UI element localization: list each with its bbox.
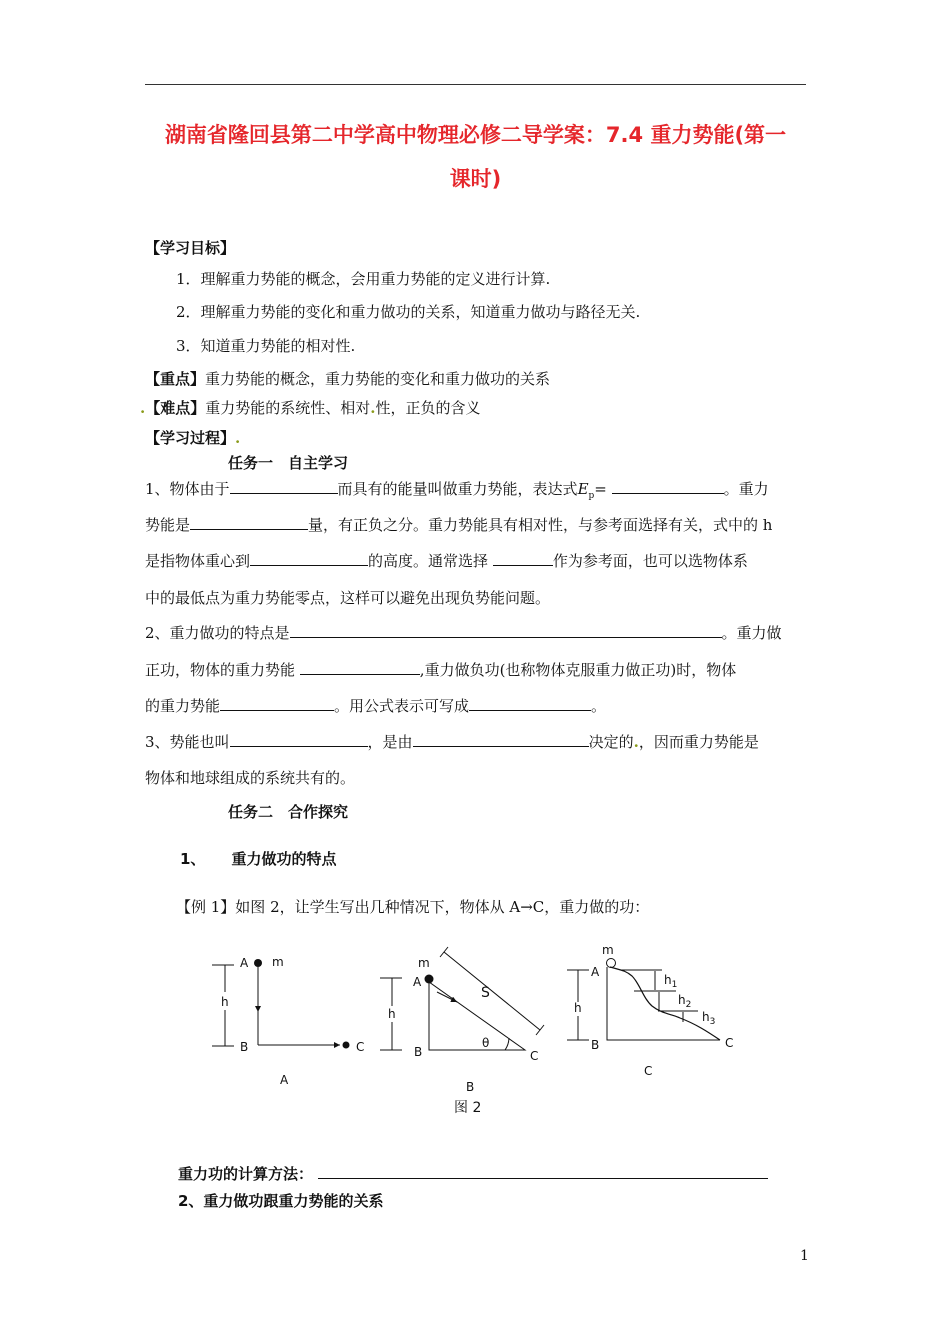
q2-text: ,重力做负功(也称物体克服重力做正功)时，物体 <box>419 661 737 679</box>
q1-line4: 中的最低点为重力势能零点，这样可以避免出现负势能问题。 <box>145 589 551 607</box>
q1-text: 作为参考面，也可以选物体系 <box>552 552 748 570</box>
header-rule <box>145 84 806 85</box>
panel-a-point-b: B <box>240 1040 249 1054</box>
answer-blank[interactable] <box>469 696 591 711</box>
key-point-label: 【重点】 <box>145 370 206 388</box>
objective-item-2: 2．理解重力势能的变化和重力做功的关系，知道重力做功与路径无关. <box>176 303 641 321</box>
objective-item-1: 1．理解重力势能的概念，会用重力势能的定义进行计算. <box>176 270 551 288</box>
calc-method-label: 重力功的计算方法： <box>178 1165 314 1183</box>
answer-blank[interactable] <box>230 732 368 747</box>
process-heading: 【学习过程】 <box>145 429 236 447</box>
bullet-dot: . <box>370 399 376 417</box>
panel-c-h2-label: $h_2$ <box>678 993 692 1010</box>
answer-blank[interactable] <box>190 515 308 530</box>
q3-text: 决定的 <box>588 733 634 751</box>
sub1-heading <box>180 848 336 870</box>
panel-b-mass: m <box>418 956 430 970</box>
panel-c-h1-label: $h_1$ <box>664 973 678 990</box>
q3-text: ，是由 <box>367 733 413 751</box>
panel-b-point-b: B <box>414 1045 423 1059</box>
answer-blank[interactable] <box>250 551 368 566</box>
q2-line3 <box>145 695 606 717</box>
q1-text: 的高度。通常选择 <box>368 552 489 570</box>
panel-b-length-label: S <box>481 985 490 1001</box>
q3-line1 <box>145 731 759 753</box>
key-point-text: 重力势能的概念，重力势能的变化和重力做功的关系 <box>205 370 551 388</box>
answer-blank[interactable] <box>612 479 724 494</box>
page-title-line2: 课时) <box>449 167 502 191</box>
answer-blank[interactable] <box>300 660 420 675</box>
panel-a-height-label: h <box>221 995 229 1009</box>
q1-text: 量，有正负之分。重力势能具有相对性，与参考面选择有关，式中的 h <box>308 516 773 534</box>
panel-b-height-label: h <box>388 1007 396 1021</box>
q1-text: 。重力 <box>723 480 769 498</box>
sub1-title: 重力做功的特点 <box>231 850 337 868</box>
figure-2 <box>200 940 760 1130</box>
answer-blank[interactable] <box>493 551 553 566</box>
end-point <box>343 1042 350 1049</box>
panel-c-point-a: A <box>591 965 600 979</box>
q3-text: ，因而重力势能是 <box>638 733 759 751</box>
answer-blank[interactable] <box>318 1164 768 1179</box>
q1-text: 而具有的能量叫做重力势能，表达式 <box>337 480 578 498</box>
q1-text: 势能是 <box>145 516 191 534</box>
q1-text: 是指物体重心到 <box>145 552 251 570</box>
q1-line2 <box>145 514 772 536</box>
formula-sub: p <box>588 491 595 501</box>
difficulty-text-b: 性，正负的含义 <box>375 399 481 417</box>
task2-heading: 任务二 合作探究 <box>228 803 349 821</box>
page-title-line1: 湖南省隆回县第二中学高中物理必修二导学案：7.4 重力势能(第一 <box>164 123 787 147</box>
q2-text: 。用公式表示可写成 <box>334 697 470 715</box>
q3-text: 3、势能也叫 <box>145 733 230 751</box>
panel-c-height-label: h <box>574 1001 582 1015</box>
q2-text: 。重力做 <box>721 624 782 642</box>
q2-text: 正功，物体的重力势能 <box>145 661 296 679</box>
figure-panel-c <box>567 943 733 1078</box>
formula-eq: = <box>594 480 607 498</box>
q2-line1 <box>145 622 782 644</box>
formula-var: E <box>577 480 589 498</box>
difficulty <box>140 397 481 419</box>
panel-c-h3-label: $h_3$ <box>702 1010 716 1027</box>
figure-panel-b <box>380 947 544 1094</box>
panel-c-label: C <box>644 1064 653 1078</box>
panel-b-label: B <box>466 1080 475 1094</box>
panel-a-point-a: A <box>240 956 249 970</box>
sub1-number: 1、 <box>180 850 206 868</box>
task1-heading: 任务一 自主学习 <box>228 454 349 472</box>
answer-blank[interactable] <box>290 623 722 638</box>
panel-a-point-c: C <box>356 1040 365 1054</box>
objective-item-3: 3．知道重力势能的相对性. <box>176 337 356 355</box>
q1-text: 1、物体由于 <box>145 480 230 498</box>
mass-ball <box>254 959 262 967</box>
q1-line3 <box>145 550 748 572</box>
panel-a-label: A <box>280 1073 289 1087</box>
page-number: 1 <box>800 1248 809 1264</box>
calc-method <box>178 1163 768 1185</box>
panel-b-point-c: C <box>530 1049 539 1063</box>
answer-blank[interactable] <box>230 479 338 494</box>
panel-b-point-a: A <box>413 975 422 989</box>
difficulty-text-a: 重力势能的系统性、相对 <box>205 399 371 417</box>
q2-text: 2、重力做功的特点是 <box>145 624 290 642</box>
key-point <box>145 368 550 390</box>
bullet-dot: . <box>140 399 146 417</box>
example-1: 【例 1】如图 2，让学生写出几种情况下，物体从 A→C，重力做的功： <box>176 898 650 916</box>
answer-blank[interactable] <box>220 696 334 711</box>
bullet-dot: . <box>633 733 639 751</box>
objectives-heading: 【学习目标】 <box>145 239 236 257</box>
mass-ball <box>607 959 616 968</box>
difficulty-label: 【难点】 <box>145 399 206 417</box>
panel-b-angle-label: θ <box>482 1036 490 1050</box>
figure-panel-a <box>212 955 364 1087</box>
q1-line1 <box>145 478 769 507</box>
figure-caption: 图 2 <box>454 1100 482 1116</box>
bullet-dot: . <box>235 429 241 447</box>
panel-c-mass: m <box>602 943 614 957</box>
panel-c-point-b: B <box>591 1038 600 1052</box>
answer-blank[interactable] <box>413 732 589 747</box>
process <box>145 427 240 449</box>
panel-c-point-c: C <box>725 1036 734 1050</box>
panel-a-mass: m <box>272 955 284 969</box>
q2-text: 。 <box>591 697 607 715</box>
q3-line2: 物体和地球组成的系统共有的。 <box>145 769 356 787</box>
q2-text: 的重力势能 <box>145 697 221 715</box>
sub2-heading: 2、重力做功跟重力势能的关系 <box>178 1192 384 1210</box>
q2-line2 <box>145 659 736 681</box>
